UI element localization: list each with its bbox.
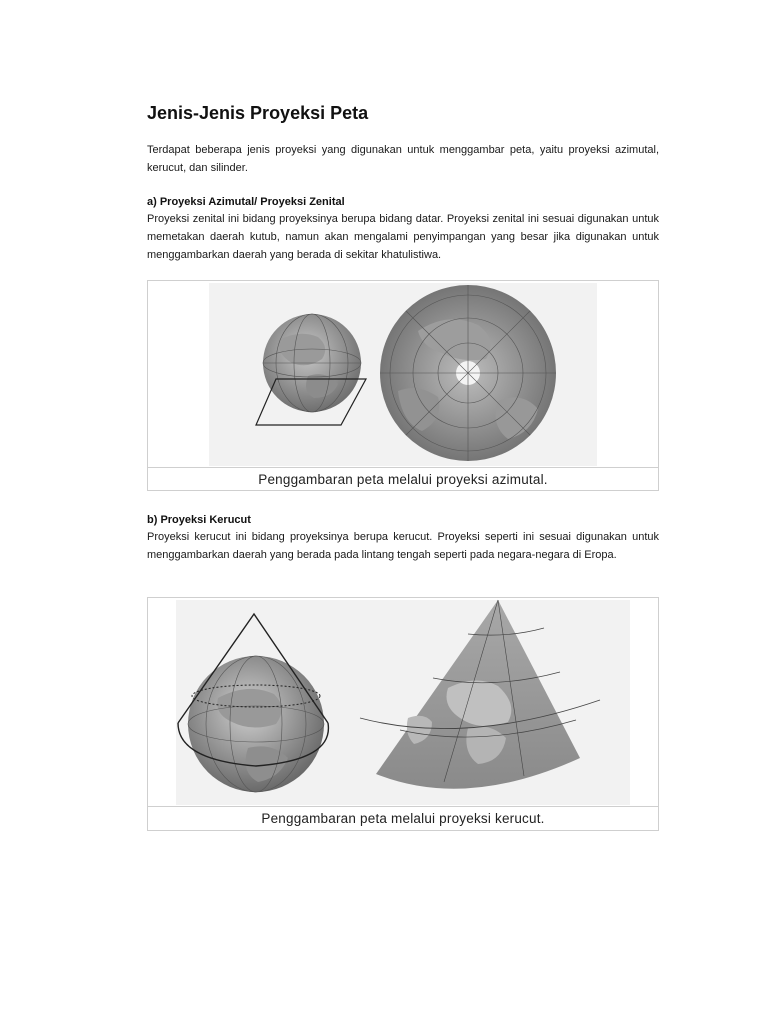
section-body-kerucut: Proyeksi kerucut ini bidang proyeksinya berupa kerucut. Proyeksi seperti ini sesuai digunakan untuk menggambarkan daerah yang berada pada lintang tengah seperti pada negara-negara di Eropa. (147, 531, 659, 561)
section-heading-azimutal: a) Proyeksi Azimutal/ Proyeksi Zenital (147, 196, 345, 208)
section-heading-kerucut: b) Proyeksi Kerucut (147, 514, 251, 526)
conic-projection-illustration (148, 598, 658, 806)
page-title: Jenis-Jenis Proyeksi Peta (147, 103, 369, 123)
azimutal-map-image (380, 285, 556, 461)
intro-paragraph: Terdapat beberapa jenis proyeksi yang digunakan untuk menggambar peta, yaitu proyeksi azimutal, kerucut, dan silinder. (147, 144, 659, 174)
figure-azimutal (147, 280, 659, 491)
azimutal-projection-illustration (148, 281, 658, 467)
figure-caption-kerucut: Penggambaran peta melalui proyeksi kerucut. (148, 806, 658, 831)
figure-kerucut (147, 597, 659, 831)
section-body-azimutal: Proyeksi zenital ini bidang proyeksinya berupa bidang datar. Proyeksi zenital ini sesuai digunakan untuk memetakan daerah kutub, namun akan mengalami penyimpangan yang besar jika digunakan untuk menggambarkan daerah yang berada di sekitar khatulistiwa. (147, 213, 659, 261)
figure-caption-azimutal: Penggambaran peta melalui proyeksi azimutal. (148, 467, 658, 492)
globe-image (263, 314, 361, 412)
